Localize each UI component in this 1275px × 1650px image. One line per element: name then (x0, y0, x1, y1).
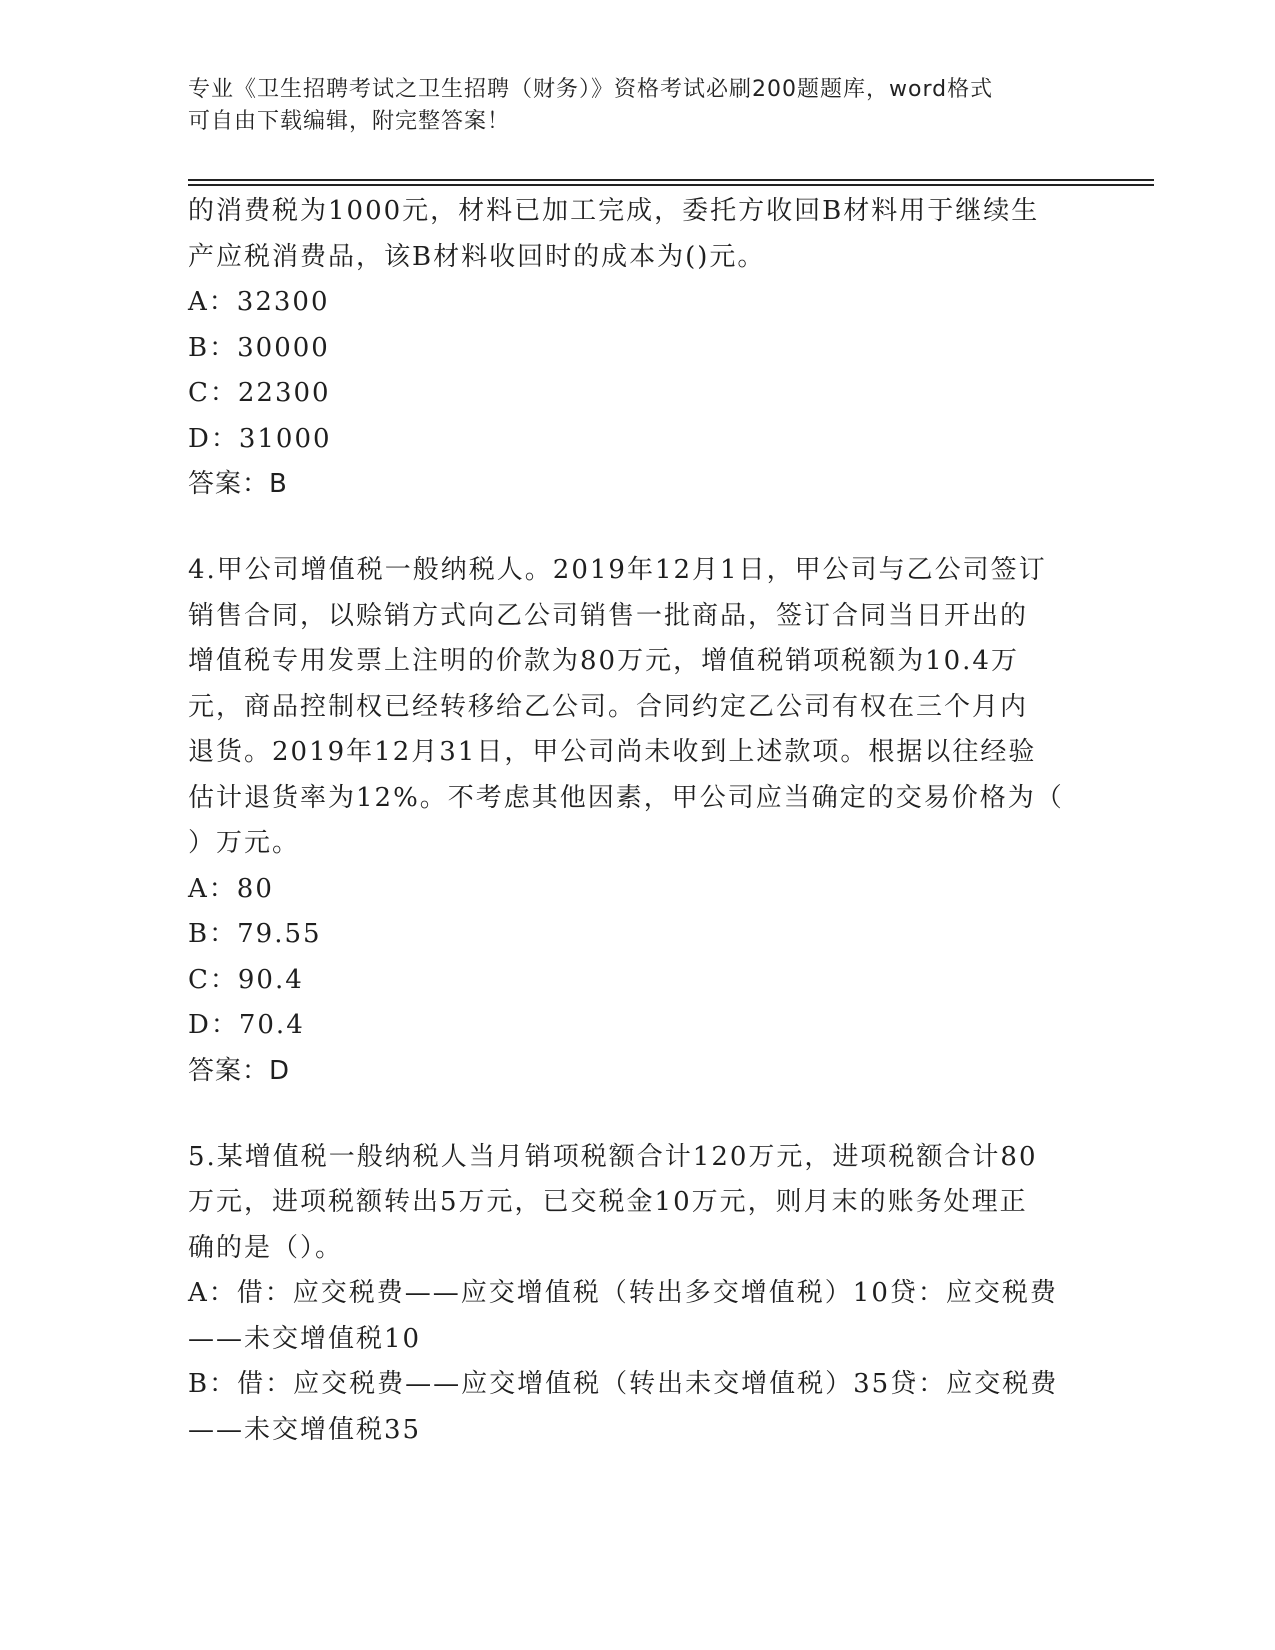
header-divider-bottom (188, 184, 1154, 186)
question-5 (188, 1135, 1078, 1454)
page-header (188, 74, 1088, 138)
question-3-option-d: D：31000 (188, 423, 332, 454)
question-4-stem-line-2: 销售合同，以赊销方式向乙公司销售一批商品，签订合同当日开出的 (188, 600, 1029, 631)
question-3-answer: 答案：B (188, 469, 288, 499)
question-4-option-c: C：90.4 (188, 964, 304, 995)
question-4-stem-line-4: 元，商品控制权已经转移给乙公司。合同约定乙公司有权在三个月内 (188, 691, 1029, 722)
question-spacer (188, 506, 1078, 548)
question-4 (188, 548, 1078, 1093)
question-4-option-b: B：79.55 (188, 919, 322, 949)
question-3-stem-line-2: 产应税消费品，该B材料收回时的成本为()元。 (188, 241, 766, 272)
question-4-stem-line-5: 退货。2019年12月31日，甲公司尚未收到上述款项。根据以往经验 (188, 737, 1037, 767)
question-5-option-b (188, 1362, 1078, 1453)
question-5-option-b-line-1: B：借：应交税费——应交增值税（转出未交增值税）35贷：应交税费 (188, 1369, 1059, 1399)
question-4-answer: 答案：D (188, 1055, 291, 1086)
question-5-option-a (188, 1271, 1078, 1362)
question-4-stem-line-7: ）万元。 (188, 828, 301, 858)
question-5-stem-line-2: 万元，进项税额转出5万元，已交税金10万元，则月末的账务处理正 (188, 1187, 1028, 1217)
question-5-option-a-line-2: ——未交增值税10 (188, 1323, 422, 1354)
question-4-option-d: D：70.4 (188, 1010, 305, 1040)
document-body (188, 189, 1078, 1453)
question-5-option-a-line-1: A：借：应交税费——应交增值税（转出多交增值税）10贷：应交税费 (188, 1278, 1058, 1308)
question-3-option-c: C：22300 (188, 378, 331, 408)
header-title-line-2: 可自由下载编辑，附完整答案！ (188, 109, 511, 134)
question-5-option-b-line-2: ——未交增值税35 (188, 1414, 422, 1445)
question-4-stem-line-3: 增值税专用发票上注明的价款为80万元，增值税销项税额为10.4万 (188, 646, 1019, 676)
question-4-stem-line-6: 估计退货率为12%。不考虑其他因素，甲公司应当确定的交易价格为（ (188, 782, 1064, 813)
question-3-option-a: A：32300 (188, 287, 330, 317)
question-3 (188, 189, 1078, 506)
question-4-option-a: A：80 (188, 873, 274, 904)
question-5-stem-line-3: 确的是（）。 (188, 1232, 344, 1263)
question-3-option-b: B：30000 (188, 332, 330, 363)
header-divider-top (188, 179, 1154, 181)
question-4-stem-line-1: 4.甲公司增值税一般纳税人。2019年12月1日，甲公司与乙公司签订 (188, 555, 1047, 585)
header-title-line-1: 专业《卫生招聘考试之卫生招聘（财务）》资格考试必刷200题题库，word格式 (188, 77, 994, 102)
question-spacer (188, 1093, 1078, 1135)
question-5-stem-line-1: 5.某增值税一般纳税人当月销项税额合计120万元，进项税额合计80 (188, 1141, 1038, 1172)
question-3-stem-line-1: 的消费税为1000元，材料已加工完成，委托方收回B材料用于继续生 (188, 196, 1040, 226)
